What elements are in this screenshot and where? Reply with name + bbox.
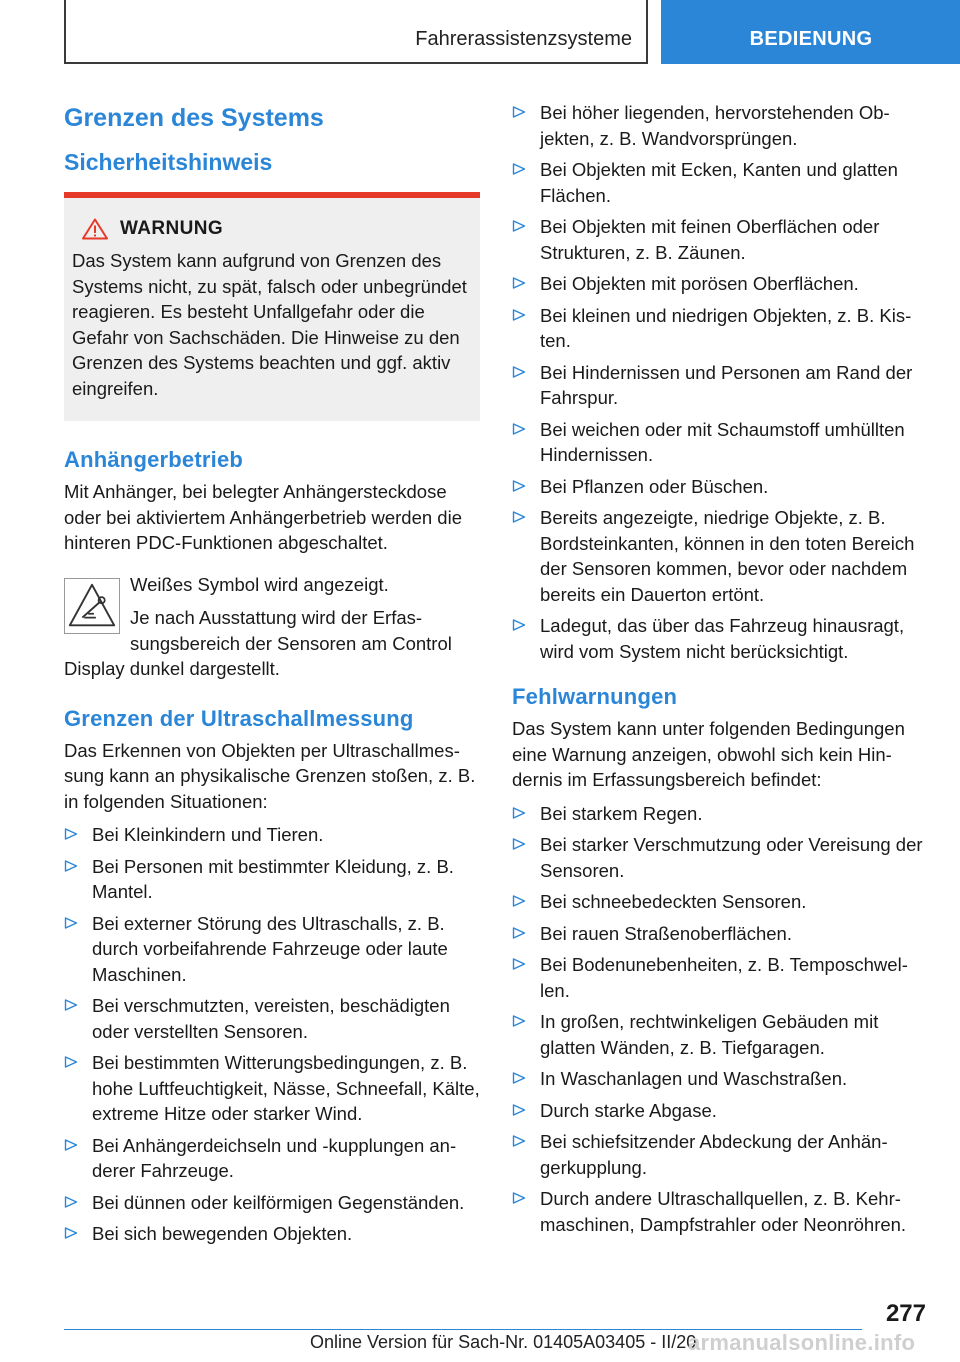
list-item-text: Bei starkem Regen.: [540, 802, 703, 824]
trailer-heading: Anhängerbetrieb: [64, 447, 244, 472]
bullet-triangle-icon: [64, 1226, 78, 1240]
list-item: [64, 1190, 480, 1216]
warning-text: Das System kann aufgrund von Grenzen des Systems nicht, zu spät, falsch oder unbegründet reagieren. Es besteht Unfallgefahr oder die Gefahr von Sachschäden. Die Hinweise zu den Grenzen des Systems beachten und ggf. aktiv eingreifen.: [72, 250, 467, 399]
list-item: [512, 474, 926, 500]
bullet-triangle-icon: [64, 1138, 78, 1152]
bullet-triangle-icon: [512, 105, 526, 119]
bullet-triangle-icon: [512, 618, 526, 632]
bullet-triangle-icon: [512, 957, 526, 971]
bullet-triangle-icon: [512, 1191, 526, 1205]
warning-triangle-icon: [82, 218, 108, 240]
bullet-triangle-icon: [512, 894, 526, 908]
bullet-triangle-icon: [512, 162, 526, 176]
bullet-triangle-icon: [512, 219, 526, 233]
trailer-text: Mit Anhänger, bei belegter Anhängersteckdose oder bei aktiviertem Anhängerbetrieb werden die hinteren PDC-Funktionen abgeschaltet.: [64, 481, 462, 553]
list-item: [64, 822, 480, 848]
bullet-triangle-icon: [512, 1103, 526, 1117]
list-item-text: Bei dünnen oder keilförmigen Gegenständen.: [92, 1191, 465, 1213]
left-column: [64, 100, 480, 1253]
list-item-text: Bei Objekten mit Ecken, Kanten und glatten Flächen.: [540, 159, 898, 206]
ultrasonic-heading: Grenzen der Ultraschallmessung: [64, 705, 414, 731]
bullet-triangle-icon: [512, 806, 526, 820]
list-item: [512, 613, 926, 664]
list-item-text: Durch starke Abgase.: [540, 1099, 717, 1121]
list-item-text: Durch andere Ultraschallquellen, z. B. Kehrmaschinen, Dampfstrahler oder Neonröhren.: [540, 1188, 907, 1235]
bullet-triangle-icon: [64, 827, 78, 841]
list-item-text: Bei Personen mit bestimmter Kleidung, z. B. Mantel.: [92, 855, 454, 902]
list-item: [512, 100, 926, 151]
list-item-text: Bei kleinen und niedrigen Objekten, z. B. Kisten.: [540, 304, 912, 351]
list-item-text: Bei schiefsitzender Abdeckung der Anhängerkupplung.: [540, 1131, 888, 1178]
trailer-symbol-block: [64, 572, 480, 682]
list-item-text: Bei Anhängerdeichseln und -kupplungen anderer Fahrzeuge.: [92, 1134, 457, 1181]
header-section-label: Fahrerassistenzsysteme: [415, 28, 632, 50]
false-warnings-list: [512, 801, 926, 1238]
bullet-triangle-icon: [64, 916, 78, 930]
bullet-triangle-icon: [512, 510, 526, 524]
bullet-triangle-icon: [512, 365, 526, 379]
list-item: [512, 1009, 926, 1060]
list-item-text: Bei bestimmten Witterungsbedingungen, z. B. hohe Luftfeuchtigkeit, Nässe, Schneefall, Kälte, extreme Hitze oder starker Wind.: [92, 1052, 480, 1124]
list-item: [512, 1066, 926, 1092]
list-item-text: In Waschanlagen und Waschstraßen.: [540, 1068, 848, 1089]
page-number: 277: [885, 1300, 926, 1327]
right-column: [512, 100, 926, 1243]
header-chapter-label: BEDIENUNG: [749, 28, 873, 50]
bullet-triangle-icon: [512, 276, 526, 290]
list-item-text: Bei Pflanzen oder Büschen.: [540, 475, 769, 497]
header-section-box: [64, 0, 648, 64]
list-item-text: Bei verschmutzten, vereisten, beschädigten oder verstellten Sensoren.: [92, 995, 450, 1042]
trailer-warning-symbol-icon: [64, 578, 120, 634]
trailer-section: [64, 447, 480, 682]
bullet-triangle-icon: [512, 1071, 526, 1085]
watermark-logo: armanualsonline.info: [688, 1330, 916, 1355]
list-item-text: Ladegut, das über das Fahrzeug hinausragt, wird vom System nicht berücksichtigt.: [540, 615, 905, 662]
list-item: [512, 832, 926, 883]
list-item-text: Bei Kleinkindern und Tieren.: [92, 824, 324, 845]
list-item: [512, 889, 926, 915]
list-item: [512, 271, 926, 297]
list-item: [64, 854, 480, 905]
warning-title-row: [72, 218, 472, 240]
list-item-text: In großen, rechtwinkeligen Gebäuden mit glatten Wänden, z. B. Tiefgaragen.: [540, 1011, 879, 1058]
false-warnings-text: Das System kann unter folgenden Bedingungen eine Warnung anzeigen, obwohl sich kein Hindernis im Erfassungsbereich befindet:: [512, 718, 905, 790]
list-item: [512, 360, 926, 411]
list-item: [64, 911, 480, 988]
bullet-triangle-icon: [512, 308, 526, 322]
list-item: [512, 801, 926, 827]
list-item-text: Bei schneebedeckten Sensoren.: [540, 891, 807, 912]
warning-box: [64, 192, 480, 421]
bullet-triangle-icon: [512, 422, 526, 436]
list-item-text: Bei höher liegenden, hervorstehenden Objekten, z. B. Wandvorsprüngen.: [540, 102, 890, 149]
ultrasonic-list: [64, 822, 480, 1247]
list-item: [512, 1098, 926, 1124]
trailer-detail-text: Je nach Ausstattung wird der Erfassungsbereich der Sensoren am Control Display dunkel dargestellt.: [64, 607, 452, 679]
list-item: [64, 1050, 480, 1127]
bullet-triangle-icon: [512, 1134, 526, 1148]
bullet-triangle-icon: [64, 1055, 78, 1069]
ultrasonic-text: Das Erkennen von Objekten per Ultraschallmessung kann an physikalische Grenzen stoßen, z. B. in folgenden Situationen:: [64, 739, 476, 812]
list-item: [512, 1186, 926, 1237]
list-item-text: Bei starker Verschmutzung oder Vereisung der Sensoren.: [540, 834, 923, 881]
list-item: [64, 993, 480, 1044]
list-item-text: Bei Objekten mit feinen Oberflächen oder Strukturen, z. B. Zäunen.: [540, 216, 880, 263]
list-item: [512, 1129, 926, 1180]
trailer-symbol-line: Weißes Symbol wird angezeigt.: [130, 573, 389, 595]
list-item: [64, 1221, 480, 1247]
list-item: [512, 921, 926, 947]
bullet-triangle-icon: [512, 479, 526, 493]
list-item-text: Bereits angezeigte, niedrige Objekte, z. B. Bordsteinkanten, können in den toten Bereich der Sensoren kommen, bevor oder nachdem bereits ein Dauerton ertönt.: [540, 507, 915, 605]
list-item-text: Bei Objekten mit porösen Oberflächen.: [540, 273, 859, 294]
online-version-text: Online Version für Sach-Nr. 01405A03405 - II/20: [310, 1332, 697, 1352]
bullet-triangle-icon: [512, 837, 526, 851]
bullet-triangle-icon: [64, 1195, 78, 1209]
list-item: [512, 505, 926, 607]
ultrasonic-section: [64, 698, 480, 1247]
bullet-triangle-icon: [64, 998, 78, 1012]
bullet-triangle-icon: [64, 859, 78, 873]
list-item: [64, 1133, 480, 1184]
list-item: [512, 952, 926, 1003]
list-item: [512, 303, 926, 354]
warning-title: WARNUNG: [120, 218, 224, 239]
false-warnings-section: [512, 684, 926, 1237]
bullet-triangle-icon: [512, 1014, 526, 1028]
safety-heading: Sicherheitshinweis: [64, 149, 273, 175]
list-item: [512, 214, 926, 265]
bullet-triangle-icon: [512, 926, 526, 940]
list-item-text: Bei Bodenunebenheiten, z. B. Temposchwellen.: [540, 954, 908, 1001]
list-item-text: Bei rauen Straßenoberflächen.: [540, 922, 792, 944]
header-chapter-tab[interactable]: [661, 0, 960, 64]
list-item-text: Bei Hindernissen und Personen am Rand der Fahrspur.: [540, 361, 913, 408]
list-item-text: Bei weichen oder mit Schaumstoff umhüllten Hindernissen.: [540, 418, 905, 465]
limits-list-continued: [512, 100, 926, 664]
page-title: Grenzen des Systems: [64, 104, 324, 132]
false-warnings-heading: Fehlwarnungen: [512, 684, 678, 709]
list-item-text: Bei externer Störung des Ultraschalls, z. B. durch vorbeifahrende Fahrzeuge oder laute Maschinen.: [92, 912, 448, 985]
list-item: [512, 417, 926, 468]
list-item-text: Bei sich bewegenden Objekten.: [92, 1223, 353, 1244]
list-item: [512, 157, 926, 208]
